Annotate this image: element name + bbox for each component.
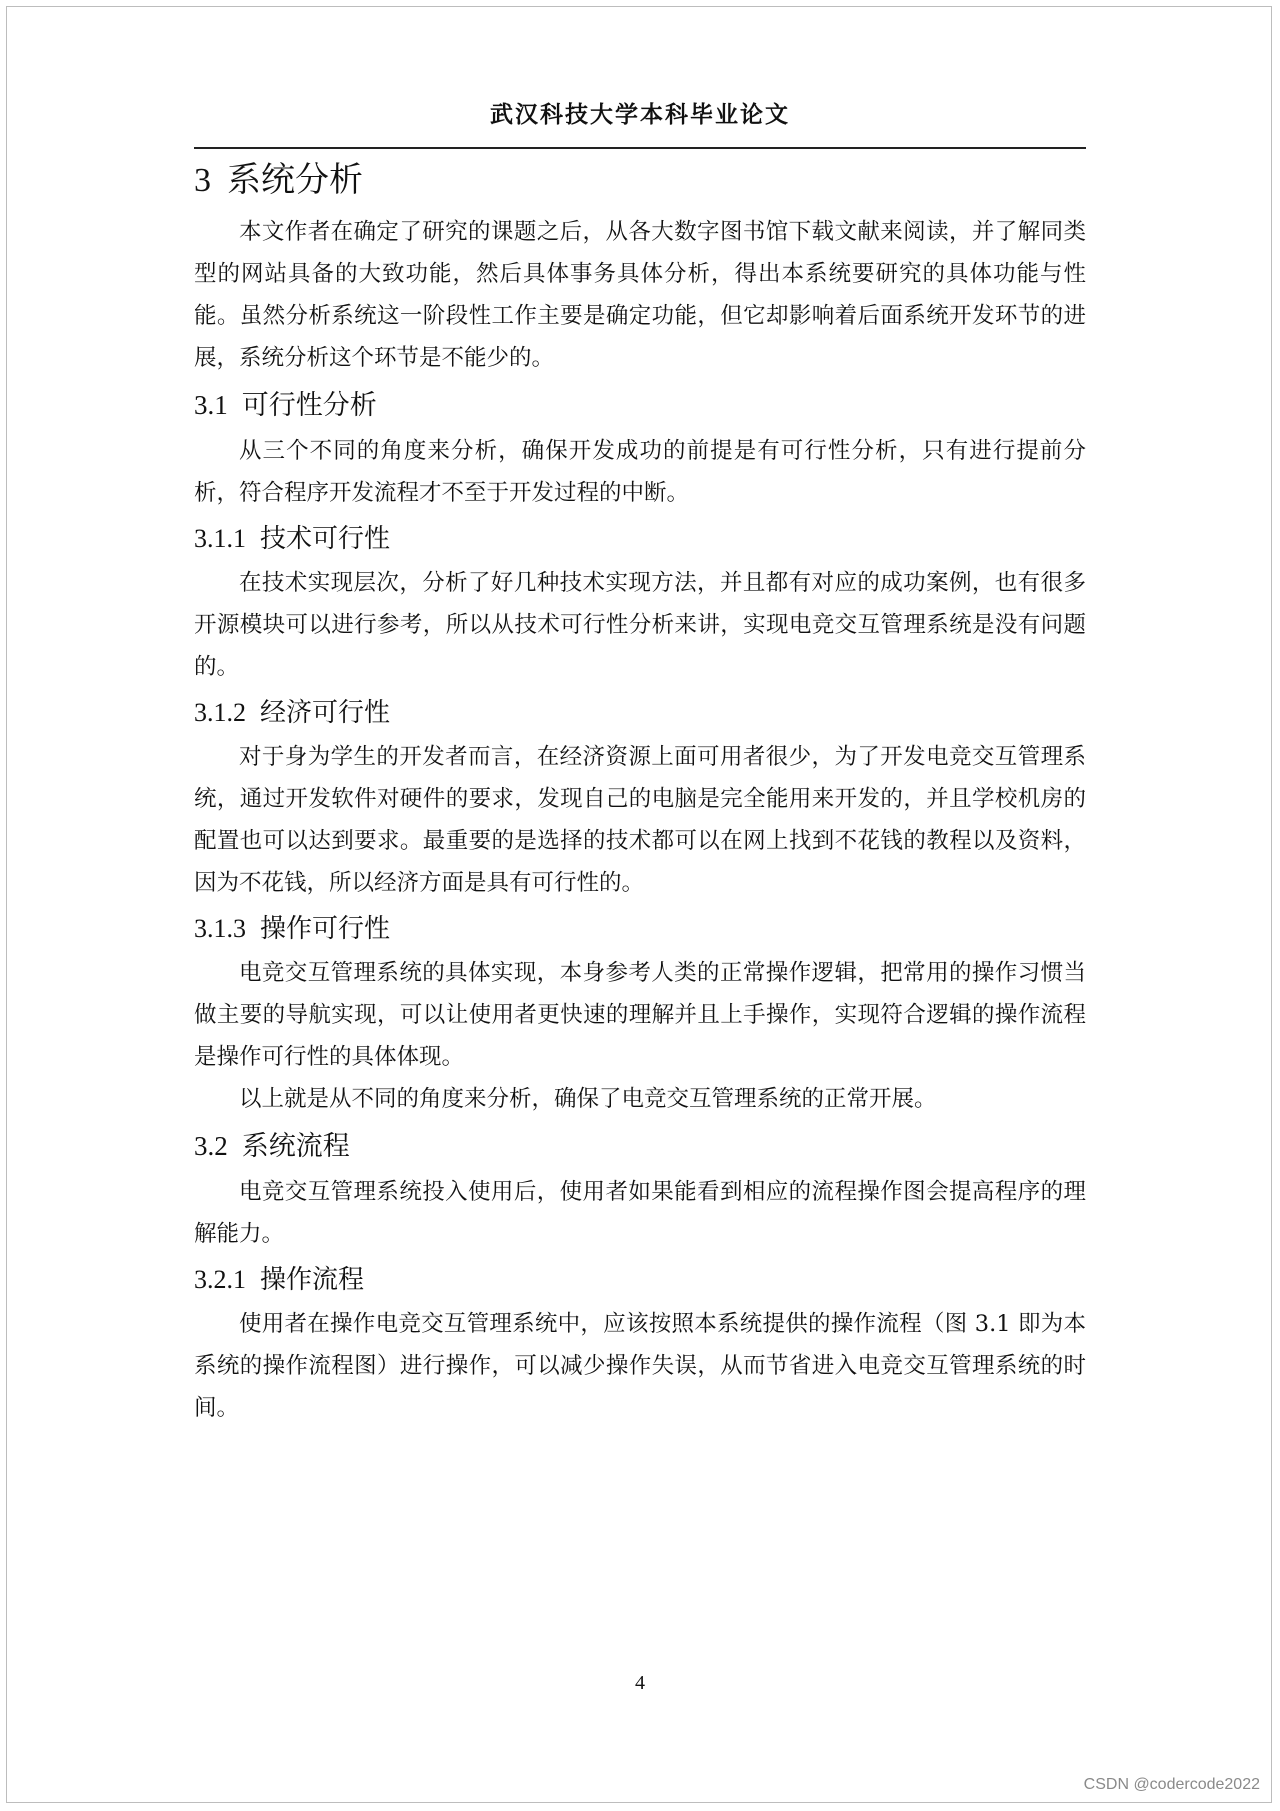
chapter-title: 系统分析 xyxy=(227,160,363,200)
subsection-heading-3-1-1 xyxy=(194,520,1086,558)
subsection-number: 3.2.1 xyxy=(194,1265,246,1294)
subsection-number: 3.1.2 xyxy=(194,698,246,727)
paragraph: 对于身为学生的开发者而言，在经济资源上面可用者很少，为了开发电竞交互管理系统，通过开发软件对硬件的要求，发现自己的电脑是完全能用来开发的，并且学校机房的配置也可以达到要求。最重要的是选择的技术都可以在网上找到不花钱的教程以及资料，因为不花钱，所以经济方面是具有可行性的。 xyxy=(194,744,1086,896)
paragraph: 使用者在操作电竞交互管理系统中，应该按照本系统提供的操作流程（图 3.1 即为本系统的操作流程图）进行操作，可以减少操作失误，从而节省进入电竞交互管理系统的时间。 xyxy=(194,1311,1086,1421)
subsection-heading-3-1-3 xyxy=(194,910,1086,948)
section-heading-3-2 xyxy=(194,1126,1086,1167)
subsection-heading-3-1-2 xyxy=(194,694,1086,732)
section-title: 可行性分析 xyxy=(241,390,377,421)
section-heading-3-1 xyxy=(194,385,1086,426)
subsection-title: 技术可行性 xyxy=(260,524,391,554)
page-header-title: 武汉科技大学本科毕业论文 xyxy=(490,102,790,128)
watermark-text: CSDN @codercode2022 xyxy=(1083,1776,1260,1793)
page-number: 4 xyxy=(635,1672,645,1694)
paragraph: 在技术实现层次，分析了好几种技术实现方法，并且都有对应的成功案例，也有很多开源模块可以进行参考，所以从技术可行性分析来讲，实现电竞交互管理系统是没有问题的。 xyxy=(194,570,1086,680)
header-rule xyxy=(194,147,1086,149)
subsection-number: 3.1.1 xyxy=(194,524,246,553)
chapter-heading xyxy=(194,156,1086,205)
subsection-title: 操作可行性 xyxy=(260,914,391,944)
paragraph: 以上就是从不同的角度来分析，确保了电竞交互管理系统的正常开展。 xyxy=(239,1086,937,1112)
section-intro-paragraph: 电竞交互管理系统投入使用后，使用者如果能看到相应的流程操作图会提高程序的理解能力。 xyxy=(194,1179,1086,1247)
chapter-intro-paragraph: 本文作者在确定了研究的课题之后，从各大数字图书馆下载文献来阅读，并了解同类型的网站具备的大致功能，然后具体事务具体分析，得出本系统要研究的具体功能与性能。虽然分析系统这一阶段性工作主要是确定功能，但它却影响着后面系统开发环节的进展，系统分析这个环节是不能少的。 xyxy=(194,219,1086,371)
document-body xyxy=(194,156,1086,1429)
subsection-heading-3-2-1 xyxy=(194,1261,1086,1299)
chapter-number: 3 xyxy=(194,162,211,199)
subsection-number: 3.1.3 xyxy=(194,914,246,943)
section-number: 3.1 xyxy=(194,390,228,420)
paragraph: 电竞交互管理系统的具体实现，本身参考人类的正常操作逻辑，把常用的操作习惯当做主要的导航实现，可以让使用者更快速的理解并且上手操作，实现符合逻辑的操作流程是操作可行性的具体体现。 xyxy=(194,960,1086,1070)
section-title: 系统流程 xyxy=(241,1131,350,1162)
subsection-title: 操作流程 xyxy=(260,1265,365,1295)
section-intro-paragraph: 从三个不同的角度来分析，确保开发成功的前提是有可行性分析，只有进行提前分析，符合程序开发流程才不至于开发过程的中断。 xyxy=(194,438,1086,506)
subsection-title: 经济可行性 xyxy=(260,698,391,728)
section-number: 3.2 xyxy=(194,1131,228,1161)
